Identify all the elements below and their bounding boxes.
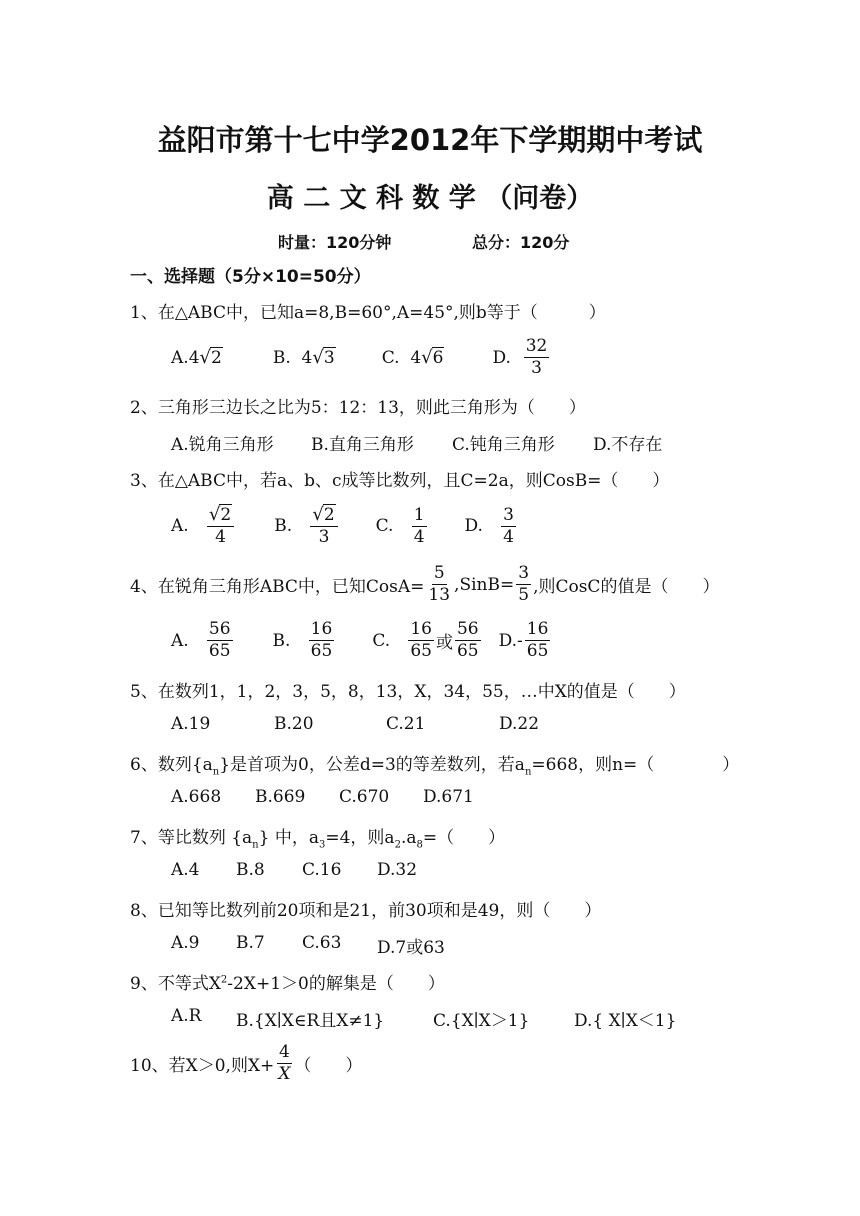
exam-time: 时量：120分钟	[278, 233, 392, 252]
question-9-option-c: C.{X∣X＞1}	[433, 1011, 530, 1031]
denominator: 3	[318, 527, 330, 547]
question-6-option-d: D.671	[423, 787, 474, 807]
question-1-options	[171, 336, 551, 379]
subscript: n	[524, 766, 532, 778]
question-9-stem	[130, 969, 445, 994]
option-b-label: B.	[272, 347, 291, 368]
stem-part: ,SinB=	[454, 574, 515, 595]
option-c-radicand: 6	[432, 348, 444, 368]
stem-part: 4、在锐角三角形ABC中，已知CosA=	[130, 577, 425, 597]
numerator: 3	[503, 504, 514, 525]
stem-part: }是首项为0，公差d=3的等差数列，若a	[219, 755, 525, 775]
option-c-fraction	[412, 505, 427, 548]
question-7-option-d: D.32	[377, 860, 418, 880]
exam-total-score: 总分：120分	[472, 233, 570, 252]
numerator	[207, 504, 234, 527]
stem-part: -2X+1＞0的解集是（ ）	[227, 974, 445, 994]
question-2-option-c: C.钝角三角形	[452, 435, 555, 455]
option-d-label: D.-	[498, 630, 523, 651]
question-8-option-c: C.63	[302, 933, 342, 953]
denominator: 4	[503, 526, 514, 547]
denominator: 13	[428, 585, 451, 605]
radical-sign: √	[199, 347, 211, 368]
denominator: 65	[456, 641, 479, 661]
question-8-stem: 8、已知等比数列前20项和是21，前30项和是49，则（ ）	[130, 901, 602, 921]
subscript: 3	[318, 839, 326, 851]
denominator: 3	[531, 358, 542, 378]
sinb-fraction	[516, 563, 531, 606]
question-3-options	[171, 504, 518, 548]
subscript: n	[252, 839, 259, 851]
option-a-label: A.	[171, 630, 189, 651]
question-10-stem	[130, 1042, 362, 1085]
option-d-fraction	[524, 336, 550, 379]
option-c-coef: 4	[410, 347, 422, 368]
denominator: 65	[526, 641, 549, 661]
numerator: 4	[278, 1042, 290, 1062]
question-9-option-d: D.{ X∣X＜1}	[574, 1011, 677, 1031]
option-c-fraction-1	[408, 619, 434, 662]
question-2-option-a: A.锐角三角形	[171, 435, 274, 455]
subscript: 2	[394, 839, 401, 851]
question-5-option-b: B.20	[274, 714, 314, 734]
question-6-stem	[130, 750, 739, 777]
section-title: 一、选择题（5分×10=50分）	[130, 267, 371, 287]
question-5-option-d: D.22	[499, 714, 540, 734]
radical-sign: √	[312, 347, 324, 368]
stem-part: =4，则a	[325, 828, 395, 848]
question-2-option-d: D.不存在	[593, 435, 663, 455]
option-b-label: B.	[272, 630, 291, 651]
option-c-label: C.	[375, 516, 394, 536]
numerator: 32	[525, 336, 548, 356]
option-b-coef: 4	[301, 347, 313, 368]
radicand: 2	[323, 505, 335, 525]
exam-title: 益阳市第十七中学2012年下学期期中考试	[157, 123, 703, 157]
question-6-option-a: A.668	[171, 787, 222, 807]
option-a-fraction	[207, 619, 233, 662]
subscript: 8	[416, 839, 423, 851]
stem-part: 10、若X＞0,则X+	[130, 1056, 275, 1076]
stem-part: .a	[400, 828, 417, 848]
stem-part: 9、不等式X	[130, 974, 221, 994]
question-9-option-b: B.{X∣X∈R且X≠1}	[236, 1011, 385, 1031]
option-b-fraction	[309, 619, 335, 662]
question-6-option-c: C.670	[339, 787, 390, 807]
superscript: 2	[220, 974, 228, 986]
question-8-option-a: A.9	[171, 933, 200, 953]
stem-part: 6、数列{a	[130, 755, 213, 775]
radicand: 2	[220, 505, 232, 525]
question-7-stem	[130, 823, 505, 850]
denominator: 4	[413, 526, 425, 547]
question-4-options	[171, 619, 552, 662]
denominator: 4	[215, 527, 226, 547]
denominator: X	[278, 1064, 291, 1084]
option-a-label: A.	[171, 516, 189, 536]
subscript: n	[212, 766, 220, 778]
denominator: 65	[410, 641, 432, 661]
question-7-option-a: A.4	[171, 860, 200, 880]
question-8-option-b: B.7	[236, 933, 265, 953]
option-a-label: A.	[171, 347, 189, 368]
question-5-option-c: C.21	[386, 714, 426, 734]
numerator: 3	[518, 563, 530, 583]
stem-part: 7、等比数列 {a	[130, 828, 253, 848]
option-b-label: B.	[274, 516, 293, 536]
question-2-stem: 2、三角形三边长之比为5：12：13，则此三角形为（ ）	[130, 398, 586, 418]
question-9-option-a: A.R	[171, 1006, 202, 1026]
option-d-label: D.	[492, 347, 511, 368]
numerator: 1	[413, 504, 425, 525]
denominator: 65	[208, 641, 231, 661]
question-1-stem: 1、在△ABC中，已知a=8,B=60°,A=45°,则b等于（ ）	[130, 303, 606, 323]
radical-sign: √	[312, 504, 324, 525]
option-c-or: 或	[435, 633, 453, 653]
stem-part: =（ ）	[422, 828, 506, 848]
question-6-option-b: B.669	[255, 787, 306, 807]
stem-part: （ ）	[294, 1056, 363, 1076]
q10-fraction	[276, 1042, 292, 1085]
stem-part: ,则CosC的值是（ ）	[533, 577, 720, 597]
option-a-coef: 4	[188, 347, 200, 368]
numerator	[310, 504, 337, 527]
option-d-fraction	[525, 619, 551, 662]
numerator: 16	[310, 619, 333, 639]
option-b-fraction	[310, 504, 337, 548]
option-d-label: D.	[464, 516, 483, 536]
question-8-option-d: D.7或63	[377, 938, 445, 958]
question-5-stem: 5、在数列1，1，2，3，5，8，13，X，34，55，…中X的值是（ ）	[130, 682, 686, 702]
radical-sign: √	[208, 504, 221, 525]
numerator: 16	[410, 619, 432, 639]
question-2-option-b: B.直角三角形	[311, 435, 414, 455]
option-b-radicand: 3	[323, 348, 335, 368]
question-4-stem	[130, 563, 719, 606]
stem-part: =668，则n=（ ）	[531, 755, 740, 775]
option-c-label: C.	[372, 630, 391, 651]
exam-subtitle: 高 二 文 科 数 学 （问卷）	[266, 183, 594, 214]
question-7-option-b: B.8	[236, 860, 265, 880]
question-7-option-c: C.16	[302, 860, 342, 880]
denominator: 65	[310, 641, 333, 661]
numerator: 16	[526, 619, 549, 639]
numerator: 56	[456, 619, 479, 639]
question-5-option-a: A.19	[171, 714, 211, 734]
option-c-label: C.	[381, 347, 400, 368]
stem-part: } 中，a	[258, 828, 319, 848]
option-d-fraction	[501, 505, 516, 548]
question-3-stem: 3、在△ABC中，若a、b、c成等比数列，且C=2a，则CosB=（ ）	[130, 471, 670, 491]
radical-sign: √	[421, 347, 433, 368]
cosa-fraction	[426, 563, 452, 606]
option-a-radicand: 2	[211, 348, 222, 368]
numerator: 5	[433, 563, 445, 583]
denominator: 5	[518, 585, 530, 605]
option-c-fraction-2	[455, 619, 481, 662]
option-a-fraction	[207, 504, 234, 548]
numerator: 56	[208, 619, 231, 639]
